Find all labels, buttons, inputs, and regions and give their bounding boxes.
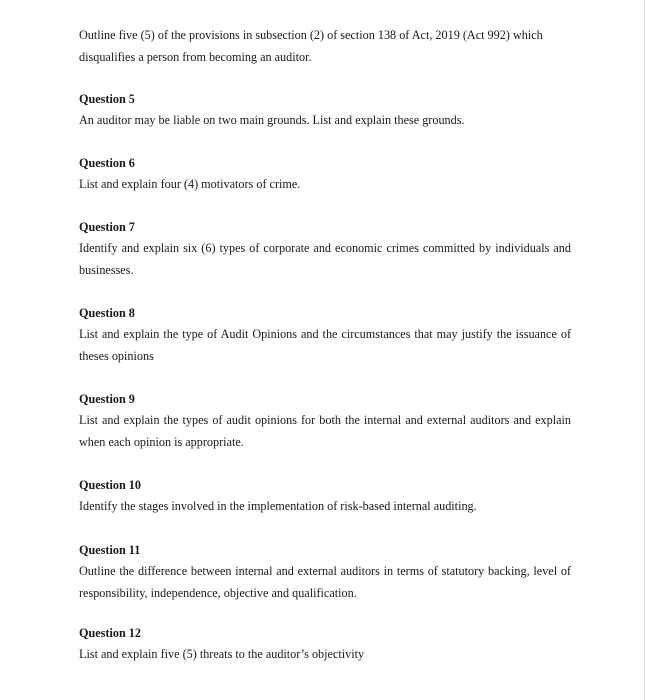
intro-paragraph: Outline five (5) of the provisions in subsection (2) of section 138 of Act, 2019 (Act 992) which disqualifies a person from becoming an auditor. bbox=[79, 28, 543, 64]
question-text: List and explain the type of Audit Opinions and the circumstances that may justify the issuance of theses opinions bbox=[79, 327, 571, 363]
question-block-5 bbox=[79, 88, 571, 132]
question-block-8 bbox=[79, 302, 571, 367]
question-title: Question 9 bbox=[79, 392, 135, 406]
question-text: An auditor may be liable on two main grounds. List and explain these grounds. bbox=[79, 113, 465, 127]
question-text: Outline the difference between internal and external auditors in terms of statutory backing, level of responsibility, independence, objective and qualification. bbox=[79, 564, 571, 600]
question-text: List and explain four (4) motivators of crime. bbox=[79, 177, 301, 191]
question-title: Question 11 bbox=[79, 543, 141, 557]
question-title: Question 5 bbox=[79, 92, 135, 106]
question-title: Question 10 bbox=[79, 478, 141, 492]
question-block-9 bbox=[79, 388, 571, 453]
question-title: Question 7 bbox=[79, 220, 135, 234]
question-block-11 bbox=[79, 539, 571, 604]
question-title: Question 8 bbox=[79, 306, 135, 320]
question-text: List and explain five (5) threats to the auditor’s objectivity bbox=[79, 647, 365, 661]
question-text: Identify and explain six (6) types of corporate and economic crimes committed by individuals and businesses. bbox=[79, 241, 571, 277]
question-block-7 bbox=[79, 216, 571, 281]
question-text: List and explain the types of audit opinions for both the internal and external auditors and explain when each opinion is appropriate. bbox=[79, 413, 571, 449]
question-block-12 bbox=[79, 622, 571, 666]
question-title: Question 6 bbox=[79, 156, 135, 170]
question-text: Identify the stages involved in the implementation of risk-based internal auditing. bbox=[79, 499, 477, 513]
question-block-6 bbox=[79, 152, 571, 196]
question-block-10 bbox=[79, 474, 571, 518]
question-title: Question 12 bbox=[79, 626, 141, 640]
